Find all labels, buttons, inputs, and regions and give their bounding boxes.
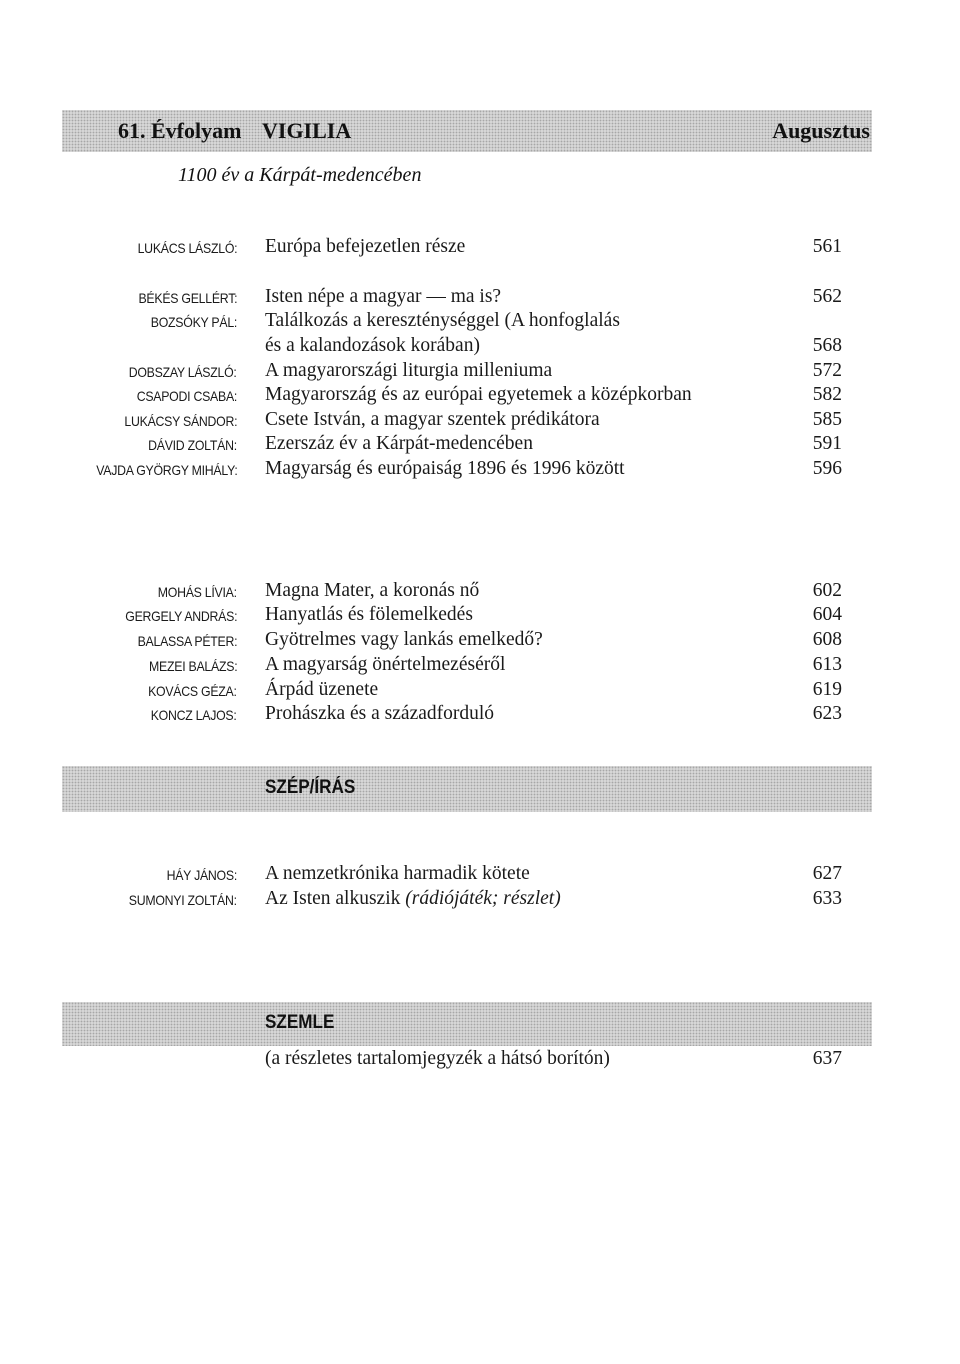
volume-year: 61. Évfolyam xyxy=(118,118,242,143)
toc-author: BÉKÉS GELLÉRT: xyxy=(138,290,237,306)
toc-title: Európa befejezetlen része xyxy=(265,236,466,257)
toc-author: GERGELY ANDRÁS: xyxy=(125,608,237,624)
toc-author: HÁY JÁNOS: xyxy=(166,867,237,883)
toc-title: Gyötrelmes vagy lankás emelkedő? xyxy=(265,629,543,650)
toc-title: Csete István, a magyar szentek prédikátora xyxy=(265,409,600,430)
toc-title: Ezerszáz év a Kárpát-medencében xyxy=(265,433,533,454)
toc-author: CSAPODI CSABA: xyxy=(136,388,237,404)
toc-page: 585 xyxy=(812,409,842,430)
toc-row-continuation[interactable] xyxy=(0,335,960,361)
toc-page: 619 xyxy=(812,679,842,700)
section-band-szepiras xyxy=(62,766,872,812)
section-heading-szepiras: SZÉP/ÍRÁS xyxy=(265,777,356,798)
section-band-szemle xyxy=(62,1002,872,1046)
toc-row[interactable] xyxy=(0,433,960,459)
toc-row[interactable] xyxy=(0,863,960,889)
toc-author: KOVÁCS GÉZA: xyxy=(148,683,237,699)
issue-subtitle: 1100 év a Kárpát-medencében xyxy=(178,164,422,186)
toc-title: Hanyatlás és fölemelkedés xyxy=(265,604,473,625)
toc-row[interactable] xyxy=(0,580,960,606)
toc-page: 627 xyxy=(812,863,842,884)
toc-title: Magyarság és európaiság 1896 és 1996 között xyxy=(265,458,625,479)
toc-row[interactable] xyxy=(0,888,960,914)
toc-author: LUKÁCSY SÁNDOR: xyxy=(124,413,237,429)
toc-row[interactable] xyxy=(0,458,960,484)
toc-title: és a kalandozások korában) xyxy=(265,335,480,356)
toc-page: 568 xyxy=(812,335,842,356)
toc-author: MOHÁS LÍVIA: xyxy=(158,584,237,600)
toc-title-main: Az Isten alkuszik xyxy=(265,888,406,909)
toc-row[interactable] xyxy=(0,604,960,630)
toc-author: DÁVID ZOLTÁN: xyxy=(148,437,237,453)
toc-row[interactable] xyxy=(0,409,960,435)
toc-page: 623 xyxy=(812,703,842,724)
issue-month: Augusztus xyxy=(772,118,870,143)
toc-title xyxy=(265,888,561,910)
toc-title: A nemzetkrónika harmadik kötete xyxy=(265,863,530,884)
toc-row[interactable] xyxy=(0,1048,960,1074)
toc-title: Isten népe a magyar — ma is? xyxy=(265,286,502,307)
toc-row[interactable] xyxy=(0,236,960,262)
toc-row[interactable] xyxy=(0,360,960,386)
toc-page: 596 xyxy=(812,458,842,479)
toc-page: 582 xyxy=(812,384,842,405)
toc-page: 561 xyxy=(812,236,842,257)
journal-title: VIGILIA xyxy=(262,118,352,143)
toc-page: 591 xyxy=(812,433,842,454)
toc-title: Magna Mater, a koronás nő xyxy=(265,580,480,601)
toc-title: Találkozás a kereszténységgel (A honfoglalás xyxy=(265,310,620,331)
toc-author: BALASSA PÉTER: xyxy=(137,633,237,649)
toc-page: 602 xyxy=(812,580,842,601)
toc-page: 608 xyxy=(812,629,842,650)
toc-page: 572 xyxy=(812,360,842,381)
toc-row[interactable] xyxy=(0,703,960,729)
toc-title-italic: (rádiójáték; részlet) xyxy=(405,888,561,909)
toc-page: 613 xyxy=(812,654,842,675)
toc-row[interactable] xyxy=(0,654,960,680)
toc-title: Magyarország és az európai egyetemek a középkorban xyxy=(265,384,692,405)
toc-page: 562 xyxy=(812,286,842,307)
toc-row[interactable] xyxy=(0,384,960,410)
toc-title: (a részletes tartalomjegyzék a hátsó borítón) xyxy=(265,1048,610,1069)
toc-title: A magyarországi liturgia milleniuma xyxy=(265,360,553,381)
toc-author: MEZEI BALÁZS: xyxy=(148,658,237,674)
toc-row[interactable] xyxy=(0,679,960,705)
toc-row[interactable] xyxy=(0,310,960,336)
toc-title: A magyarság önértelmezéséről xyxy=(265,654,506,675)
toc-page: 604 xyxy=(812,604,842,625)
toc-row[interactable] xyxy=(0,629,960,655)
toc-page: 637 xyxy=(812,1048,842,1069)
toc-author: VAJDA GYÖRGY MIHÁLY: xyxy=(95,462,237,478)
toc-author: LUKÁCS LÁSZLÓ: xyxy=(137,240,237,256)
section-heading-szemle: SZEMLE xyxy=(265,1012,335,1033)
toc-author: SUMONYI ZOLTÁN: xyxy=(128,892,237,908)
toc-title: Árpád üzenete xyxy=(265,679,379,700)
toc-title: Prohászka és a századforduló xyxy=(265,703,495,724)
toc-author: BOZSÓKY PÁL: xyxy=(150,314,237,330)
toc-author: DOBSZAY LÁSZLÓ: xyxy=(129,364,237,380)
toc-row[interactable] xyxy=(0,286,960,312)
toc-page: 633 xyxy=(812,888,842,909)
toc-author: KONCZ LAJOS: xyxy=(151,707,237,723)
